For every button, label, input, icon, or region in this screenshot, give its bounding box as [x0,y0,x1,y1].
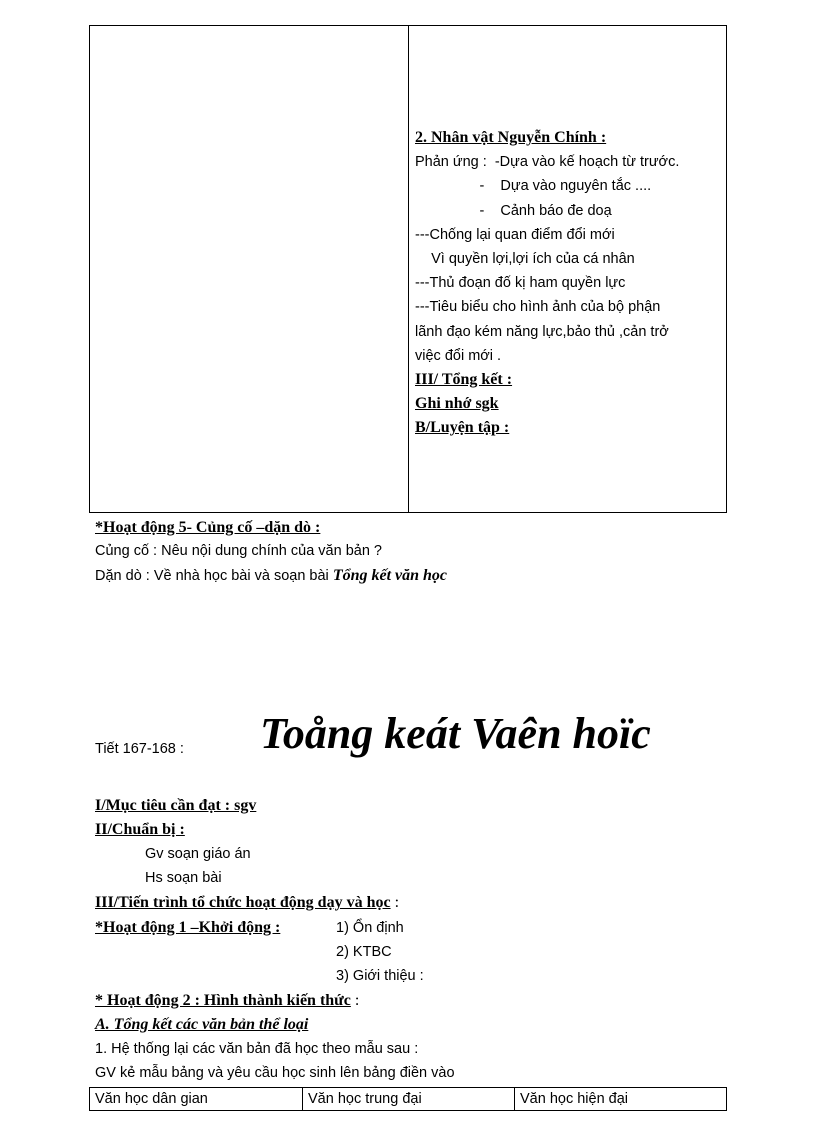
reaction-line: - Dựa vào nguyên tắc .... [415,178,652,195]
homework-prefix: Dặn dò : Về nhà học bài và soạn bài [95,568,333,584]
notes-heading: Ghi nhớ sgk [415,395,499,413]
preparation-heading: II/Chuẩn bị : [95,821,185,838]
prep-item-student: Hs soạn bài [145,870,222,886]
analysis-line: ---Tiêu biểu cho hình ảnh của bộ phận [415,299,661,316]
process-colon: : [390,894,400,911]
header-medieval-literature: Văn học trung đại [303,1088,515,1110]
header-folk-literature: Văn học dân gian [90,1088,303,1110]
activity1-step: 2) KTBC [336,944,392,960]
analysis-line: Vì quyền lợi,lợi ích của cá nhân [415,250,635,267]
right-column [415,126,720,440]
reaction-line: Phản ứng : -Dựa vào kế hoạch từ trước. [415,154,680,171]
practice-heading: B/Luyện tập : [415,419,510,437]
lesson-table [89,25,727,513]
process-heading: III/Tiến trình tổ chức hoạt động dạy và học [95,894,391,911]
character-heading: 2. Nhân vật Nguyễn Chính : [415,129,607,146]
activity5-heading: *Hoạt động 5- Củng cố –dặn dò : [95,519,321,536]
prep-item-teacher: Gv soạn giáo án [145,846,251,862]
homework-line [95,567,447,585]
review-text: Củng cố : Nêu nội dung chính của văn bản ? [95,543,382,559]
instruction-line: 1. Hệ thống lại các văn bản đã học theo mẫu sau : [95,1041,419,1057]
part-a-heading: A. Tổng kết các văn bản thể loại [95,1016,309,1033]
homework-title: Tổng kết văn học [332,567,448,584]
activity1-step: 3) Giới thiệu : [336,968,424,984]
analysis-line: lãnh đạo kém năng lực,bảo thủ ,cản trở [415,323,669,340]
analysis-line: ---Chống lại quan điểm đổi mới [415,226,615,243]
objectives-heading: I/Mục tiêu cần đạt : sgv [95,797,257,814]
activity2-heading: * Hoạt động 2 : Hình thành kiến thức [95,992,351,1009]
reaction-line: - Cảnh báo đe doạ [415,202,612,219]
lesson-title: Toång keát Vaên hoïc [260,709,651,758]
analysis-line: việc đổi mới . [415,347,502,364]
activity1-heading: *Hoạt động 1 –Khởi động : [95,919,281,936]
header-modern-literature: Văn học hiện đại [520,1091,629,1107]
analysis-line: ---Thủ đoạn đố kị ham quyền lực [415,275,626,292]
column-divider [408,26,409,512]
activity2-colon: : [350,992,360,1009]
lesson-period: Tiết 167-168 : [95,741,184,757]
process-line [95,894,399,912]
summary-heading: III/ Tổng kết : [415,370,513,388]
literature-table [89,1087,727,1111]
instruction-line: GV kẻ mẫu bảng và yêu cầu học sinh lên bảng điền vào [95,1065,455,1081]
activity1-step: 1) Ổn định [336,920,404,936]
activity2-line [95,992,359,1010]
